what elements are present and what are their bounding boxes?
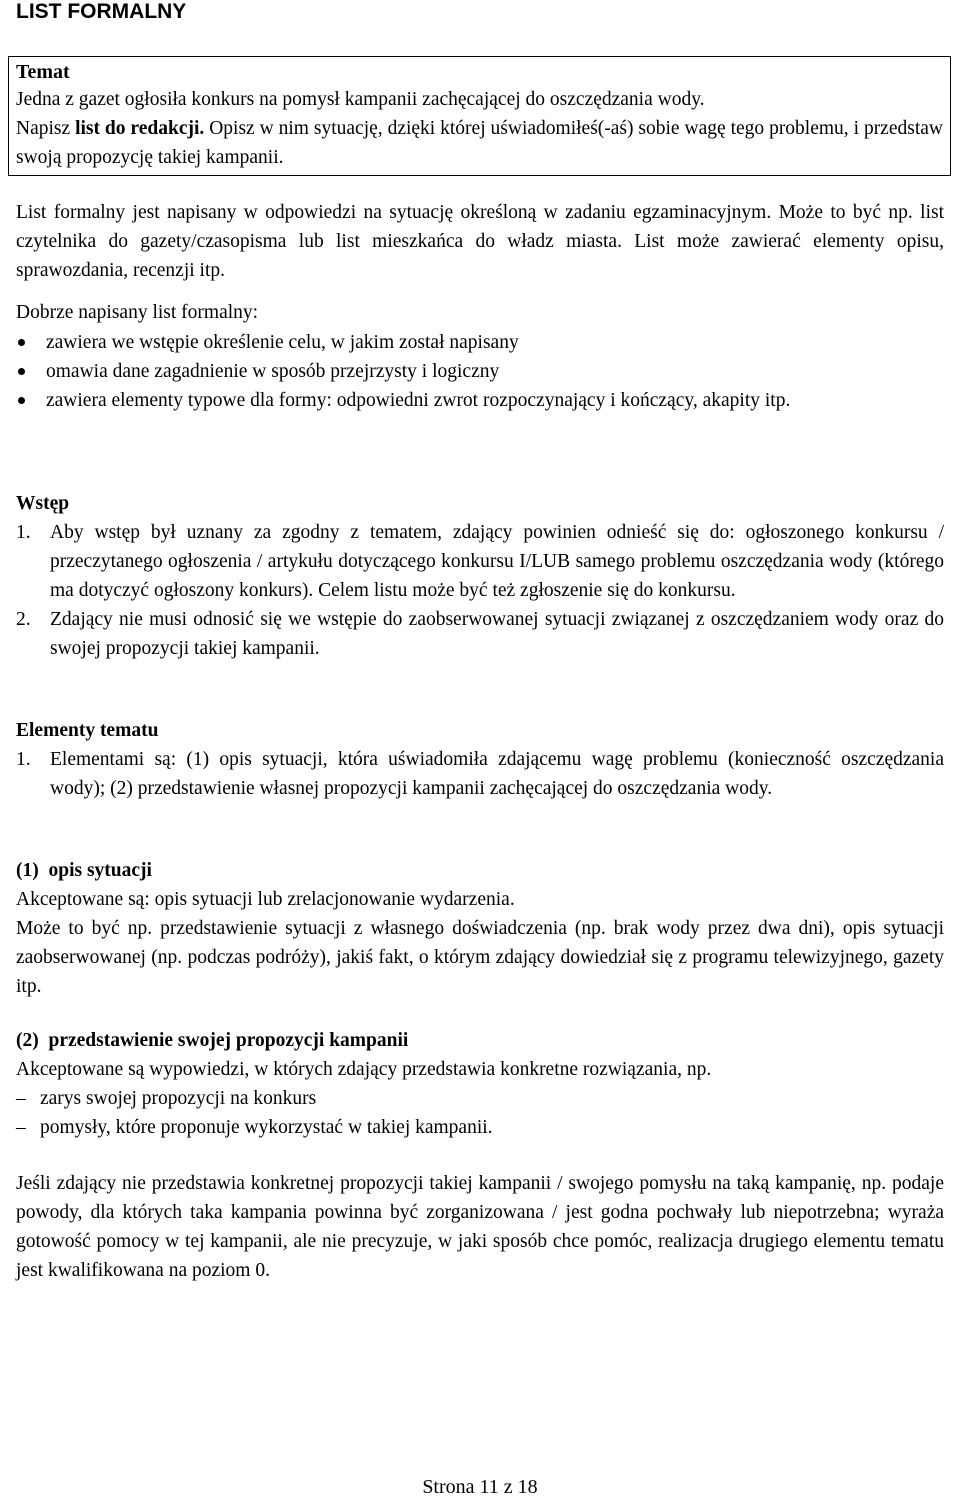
list-item-text: pomysły, które proponuje wykorzystać w takiej kampanii. <box>40 1117 493 1138</box>
list-item <box>16 745 944 803</box>
list-number: 1. <box>16 522 31 543</box>
task-instruction-rest: Opisz w nim sytuację, dzięki której uświadomiłeś(-aś) sobie wagę tego problemu, i przedstaw swoją propozycję takiej kampanii. <box>16 118 943 168</box>
page-number: Strona 11 z 18 <box>422 1476 538 1498</box>
intro-bullet-list <box>16 328 944 415</box>
intro-list-lead: Dobrze napisany list formalny: <box>16 302 259 323</box>
list-item <box>16 386 944 415</box>
opis-paragraph: Akceptowane są: opis sytuacji lub zrelacjonowanie wydarzenia. <box>16 889 515 910</box>
task-line: Jedna z gazet ogłosiła konkurs na pomysł kampanii zachęcającej do oszczędzania wody. <box>16 89 705 110</box>
bullet-icon <box>18 368 25 375</box>
dash-icon: – <box>16 1088 26 1109</box>
bullet-icon <box>18 397 25 404</box>
list-item-text: Elementami są: (1) opis sytuacji, która uświadomiła zdającemu wagę problemu (konieczność oszczędzania wody); (2) przedstawienie własnej propozycji kampanii zachęcającej do oszczędzania wody. <box>50 749 944 799</box>
section-heading: Elementy tematu <box>16 720 159 741</box>
list-item-text: zawiera we wstępie określenie celu, w jakim został napisany <box>46 332 519 353</box>
list-item <box>16 605 944 663</box>
task-label: Temat <box>16 61 70 83</box>
propozycja-paragraph: Akceptowane są wypowiedzi, w których zdający przedstawia konkretne rozwiązania, np. <box>16 1059 712 1080</box>
list-item <box>16 1084 944 1113</box>
opis-section <box>16 856 944 1001</box>
bullet-icon <box>18 339 25 346</box>
dash-icon: – <box>16 1117 26 1138</box>
list-item-text: zawiera elementy typowe dla formy: odpowiedni zwrot rozpoczynający i kończący, akapity itp. <box>46 390 791 411</box>
elementy-list <box>16 745 944 803</box>
list-item <box>16 1113 944 1142</box>
intro-paragraph: List formalny jest napisany w odpowiedzi na sytuację określoną w zadaniu egzaminacyjnym. Może to być np. list czytelnika do gazety/czasopisma lub list mieszkańca do władz miasta. List może zawierać elementy opisu, sprawozdania, recenzji itp. <box>16 202 944 281</box>
list-item-text: Zdający nie musi odnosić się we wstępie do zaobserwowanej sytuacji związanej z oszczędzaniem wody oraz do swojej propozycji takiej kampanii. <box>50 609 944 659</box>
page-title: LIST FORMALNY <box>16 0 187 23</box>
list-item <box>16 357 944 386</box>
list-item-text: Aby wstęp był uznany za zgodny z tematem, zdający powinien odnieść się do: ogłoszonego konkursu / przeczytanego ogłoszenia / artykułu dotyczącego konkursu I/LUB samego problemu oszczędzania wody (którego ma dotyczyć ogłoszony konkurs). Celem listu może być też zgłoszenie się do konkursu. <box>50 522 944 601</box>
propozycja-dash-list <box>16 1084 944 1142</box>
task-instruction <box>16 114 943 172</box>
opis-paragraph: Może to być np. przedstawienie sytuacji z własnego doświadczenia (np. brak wody przez dwa dni), opis sytuacji zaobserwowanej (np. podczas podróży), jakiś fakt, o którym zdający dowiedział się z programu telewizyjnego, gazety itp. <box>16 918 944 997</box>
wstep-section <box>16 489 944 663</box>
list-item-text: omawia dane zagadnienie w sposób przejrzysty i logiczny <box>46 361 500 382</box>
task-instruction-start: Napisz <box>16 118 76 139</box>
section-heading: (1) opis sytuacji <box>16 860 152 881</box>
list-item-text: zarys swojej propozycji na konkurs <box>40 1088 317 1109</box>
propozycja-paragraph: Jeśli zdający nie przedstawia konkretnej propozycji takiej kampanii / swojego pomysłu na taką kampanię, np. podaje powody, dla których taka kampania powinna być zorganizowana / jest godna pochwały lub niepotrzebna; wyraża gotowość pomocy w tej kampanii, ale nie precyzuje, w jaki sposób chce pomóc, realizacja drugiego elementu tematu jest kwalifikowana na poziom 0. <box>16 1173 944 1281</box>
list-item <box>16 518 944 605</box>
task-box <box>8 56 951 176</box>
propozycja-section <box>16 1026 944 1285</box>
list-number: 1. <box>16 749 31 770</box>
list-number: 2. <box>16 609 31 630</box>
intro-section <box>16 198 944 415</box>
wstep-list <box>16 518 944 663</box>
task-instruction-bold: list do redakcji. <box>75 118 205 139</box>
elementy-section <box>16 716 944 803</box>
section-heading: Wstęp <box>16 493 70 514</box>
list-item <box>16 328 944 357</box>
section-heading: (2) przedstawienie swojej propozycji kampanii <box>16 1030 409 1051</box>
